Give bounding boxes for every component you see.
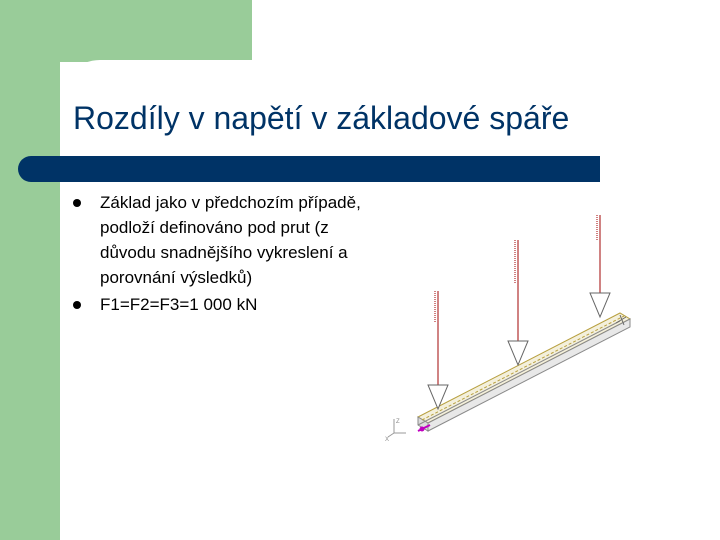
bullet-list <box>72 190 372 319</box>
axis-label-z: Z <box>396 419 400 425</box>
bullet-dot-icon <box>73 199 81 207</box>
title-underline-bar <box>18 156 600 182</box>
bullet-item-2 <box>72 292 372 317</box>
bullet-text-1: Základ jako v předchozím případě, podloží definováno pod prut (z důvodu snadnějšího vykreslení a porovnání výsledků) <box>100 193 361 287</box>
axis-label-x: X <box>385 437 390 443</box>
bullet-dot-icon <box>73 301 81 309</box>
beam-load-diagram <box>380 205 640 450</box>
load-arrow-f1 <box>428 291 448 409</box>
theme-green-strip <box>0 0 60 540</box>
bullet-text-2: F1=F2=F3=1 000 kN <box>100 295 258 314</box>
bullet-item-1 <box>72 190 372 290</box>
load-arrow-f3 <box>590 215 610 317</box>
foundation-beam <box>418 313 630 431</box>
load-arrow-f2 <box>508 240 528 365</box>
slide-title: Rozdíly v napětí v základové spáře <box>73 100 570 136</box>
